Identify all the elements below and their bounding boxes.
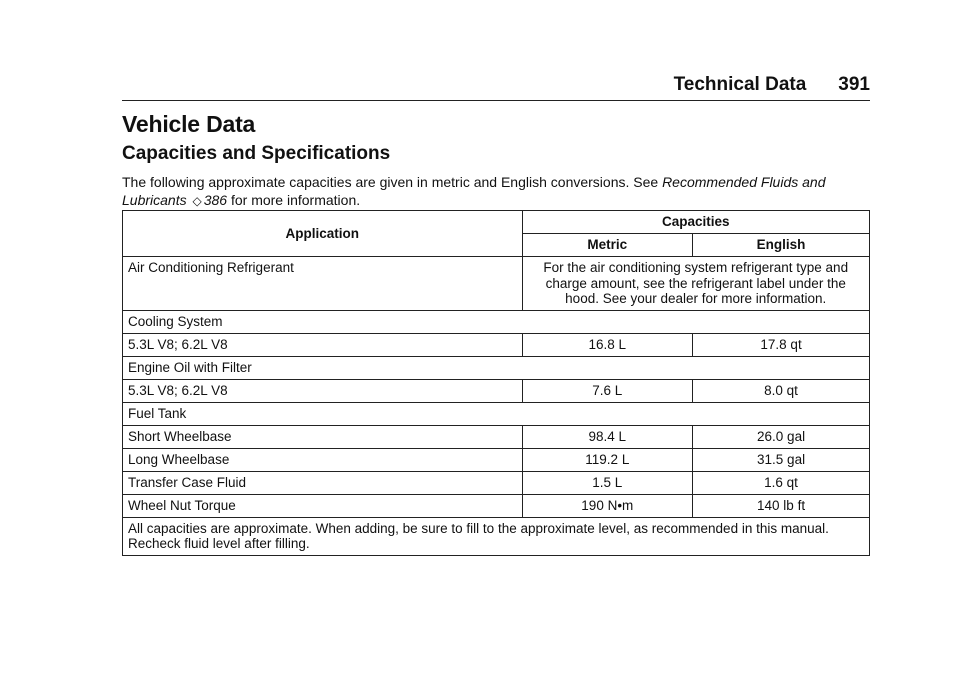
fluids-reference-link[interactable]: Recommended Fluids and Lubricants [122, 174, 826, 208]
capacities-table [122, 210, 870, 556]
table-row [123, 448, 870, 471]
header-capacities: Capacities [522, 211, 870, 234]
row-label: Short Wheelbase [123, 425, 523, 448]
row-metric-value: 119.2 L [522, 448, 693, 471]
header-metric: Metric [522, 234, 693, 257]
ac-refrigerant-note: For the air conditioning system refrigerant type and charge amount, see the refrigerant label under the hood. See your dealer for more information. [522, 257, 870, 311]
table-row [123, 379, 870, 402]
table-row [123, 425, 870, 448]
reference-page-number[interactable]: 386 [203, 192, 228, 208]
row-metric-value: 190 N•m [522, 494, 693, 517]
header-section-title: Technical Data [673, 74, 807, 95]
page-header [122, 70, 870, 101]
group-cooling-system: Cooling System [123, 310, 870, 333]
header-application: Application [123, 211, 523, 257]
row-label: Transfer Case Fluid [123, 471, 523, 494]
row-english-value: 17.8 qt [693, 333, 870, 356]
row-label: 5.3L V8; 6.2L V8 [123, 333, 523, 356]
ac-refrigerant-label: Air Conditioning Refrigerant [123, 257, 523, 311]
intro-paragraph [122, 173, 870, 210]
header-english: English [693, 234, 870, 257]
row-metric-value: 16.8 L [522, 333, 693, 356]
section-title: Capacities and Specifications [122, 143, 391, 164]
row-label: 5.3L V8; 6.2L V8 [123, 379, 523, 402]
group-engine-oil: Engine Oil with Filter [123, 356, 870, 379]
row-english-value: 26.0 gal [693, 425, 870, 448]
row-english-value: 140 lb ft [693, 494, 870, 517]
row-metric-value: 1.5 L [522, 471, 693, 494]
table-row [123, 494, 870, 517]
row-metric-value: 7.6 L [522, 379, 693, 402]
page-reference-icon: ◇ [192, 194, 202, 208]
row-metric-value: 98.4 L [522, 425, 693, 448]
row-english-value: 31.5 gal [693, 448, 870, 471]
page-number: 391 [838, 74, 870, 95]
intro-text: The following approximate capacities are given in metric and English conversions. See [122, 174, 659, 190]
header-right [674, 74, 870, 96]
row-label: Long Wheelbase [123, 448, 523, 471]
row-label: Wheel Nut Torque [123, 494, 523, 517]
intro-suffix: for more information. [230, 192, 361, 208]
table-row [123, 333, 870, 356]
page-title: Vehicle Data [122, 111, 256, 137]
row-english-value: 8.0 qt [693, 379, 870, 402]
capacities-footnote: All capacities are approximate. When adding, be sure to fill to the approximate level, as recommended in this manual. Recheck fluid level after filling. [123, 517, 870, 555]
table-row [123, 471, 870, 494]
row-english-value: 1.6 qt [693, 471, 870, 494]
group-fuel-tank: Fuel Tank [123, 402, 870, 425]
